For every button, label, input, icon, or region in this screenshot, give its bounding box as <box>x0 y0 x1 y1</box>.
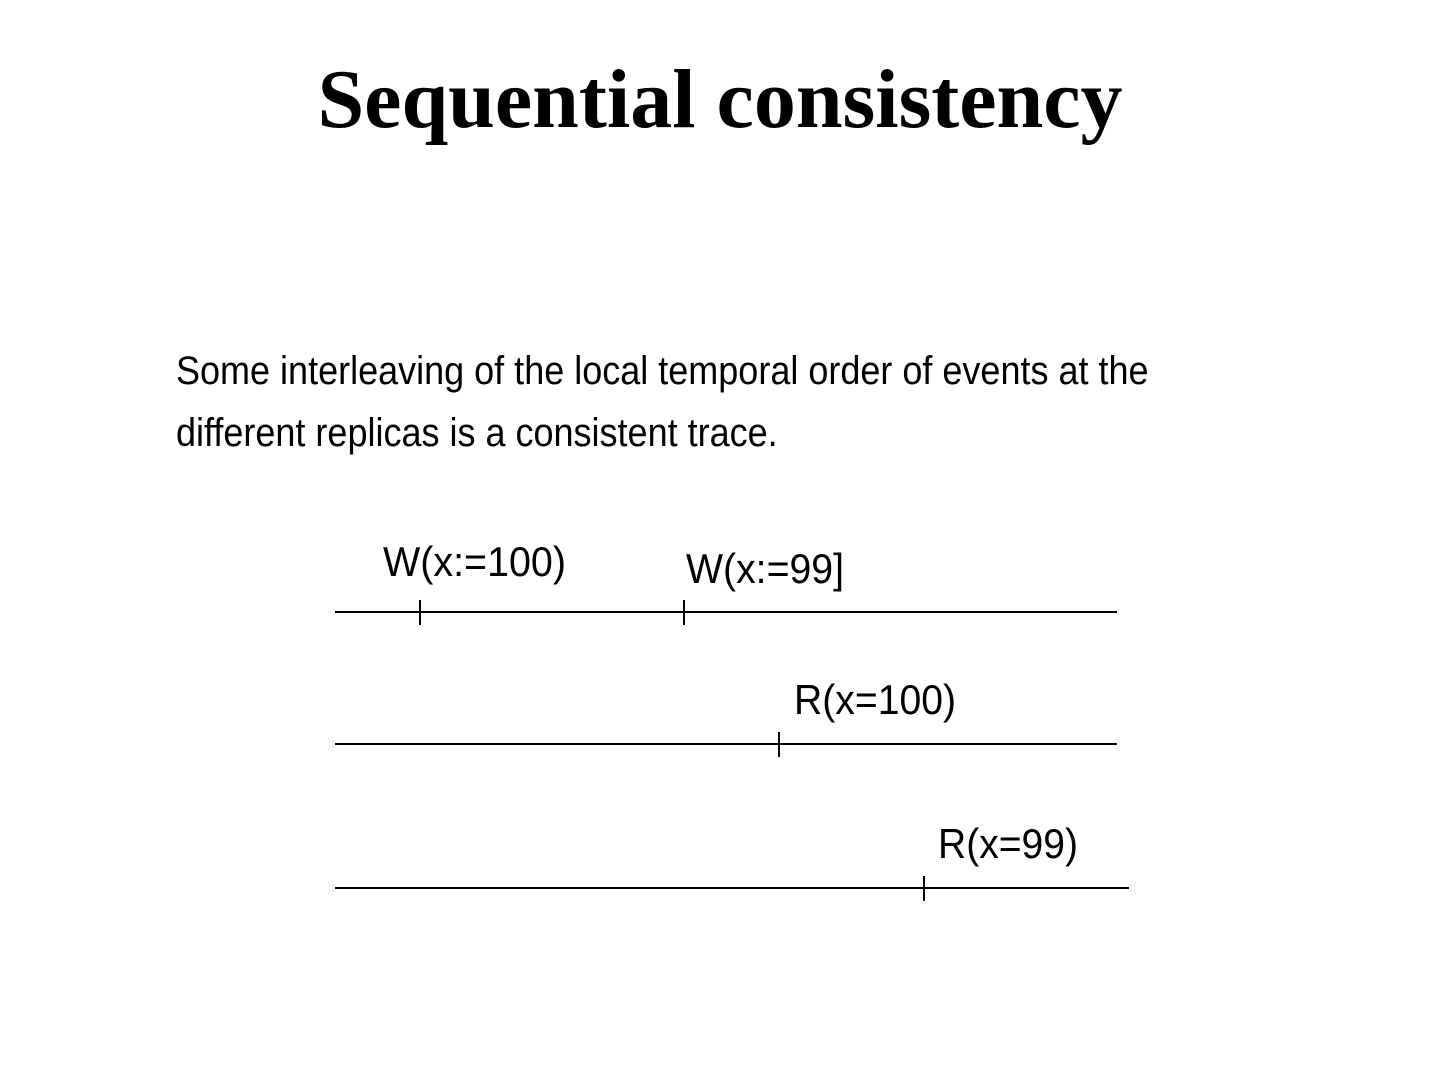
event-label: W(x:=100) <box>383 538 566 585</box>
event-label: R(x=100) <box>794 676 956 723</box>
slide-title: Sequential consistency <box>317 53 1123 146</box>
slide-body-text: Some interleaving of the local temporal order of events at the different replicas is a consistent trace. <box>176 349 1149 455</box>
event-label: W(x:=99] <box>686 545 844 592</box>
timeline-replica-3 <box>335 820 1129 901</box>
event-label: R(x=99) <box>938 820 1078 867</box>
timeline-replica-1 <box>335 538 1117 625</box>
timeline-replica-2 <box>335 676 1117 757</box>
